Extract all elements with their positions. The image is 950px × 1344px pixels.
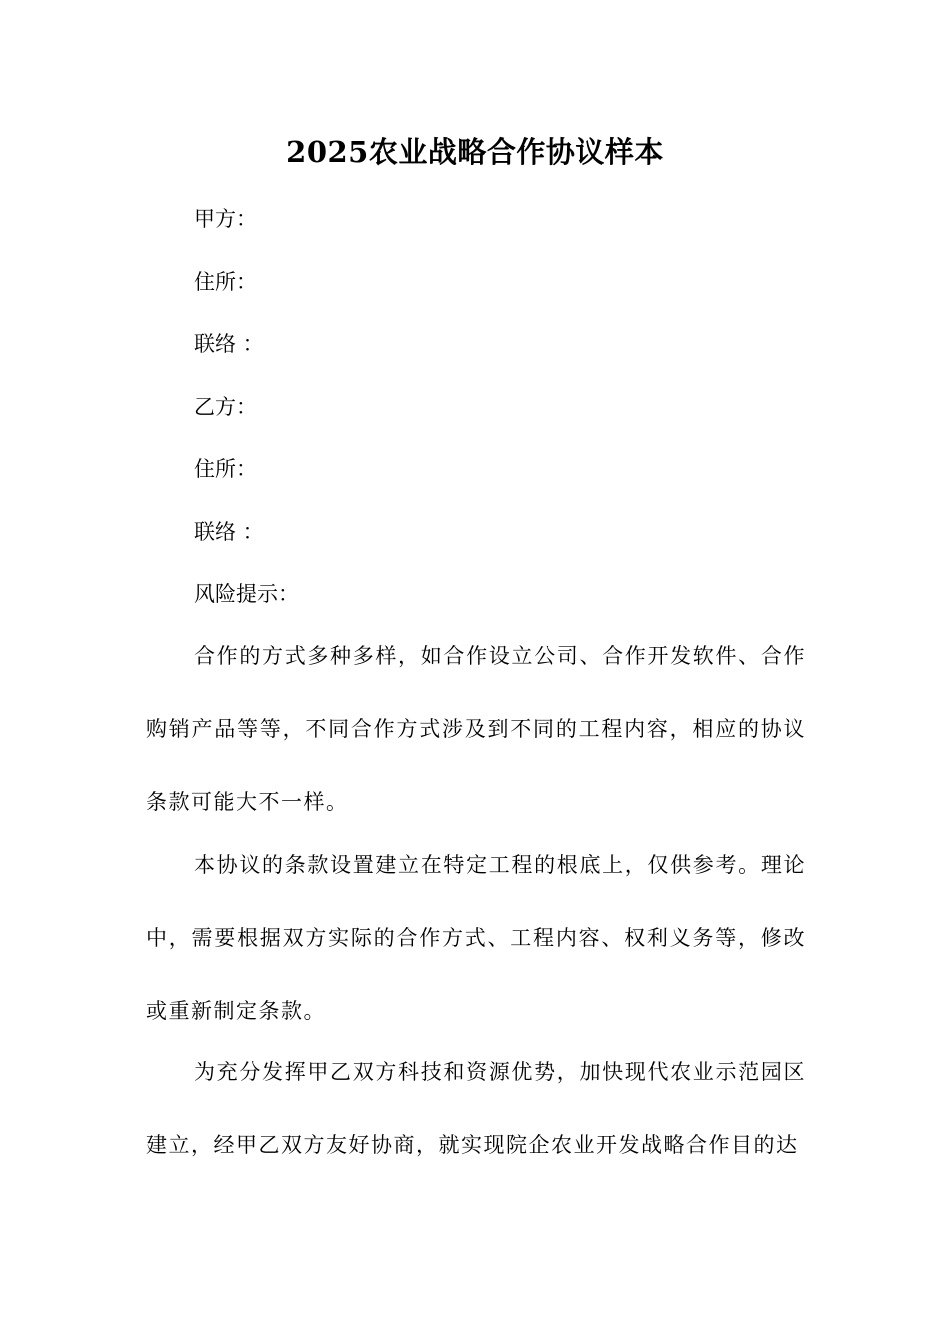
party-a-contact-label: 联络 ：: [194, 332, 264, 356]
paragraph-agreement-purpose: 为充分发挥甲乙双方科技和资源优势，加快现代农业示范园区建立，经甲乙双方友好协商，就实现院企农业开发战略合作目的达: [146, 1060, 806, 1157]
paragraph-cooperation-methods: 合作的方式多种多样，如合作设立公司、合作开发软件、合作购销产品等等，不同合作方式涉及到不同的工程内容，相应的协议条款可能大不一样。: [146, 644, 806, 814]
party-a-label: 甲方：: [194, 207, 257, 231]
party-b-contact-label: 联络 ：: [194, 520, 264, 544]
party-b-address-label: 住所：: [194, 457, 257, 481]
party-b-label: 乙方：: [194, 395, 257, 419]
risk-notice-label: 风险提示：: [194, 582, 299, 606]
party-a-address-label: 住所：: [194, 270, 257, 294]
paragraph-terms-reference: 本协议的条款设置建立在特定工程的根底上，仅供参考。理论中，需要根据双方实际的合作方式、工程内容、权利义务等，修改或重新制定条款。: [146, 853, 806, 1023]
document-title: 2025农业战略合作协议样本: [286, 135, 664, 169]
